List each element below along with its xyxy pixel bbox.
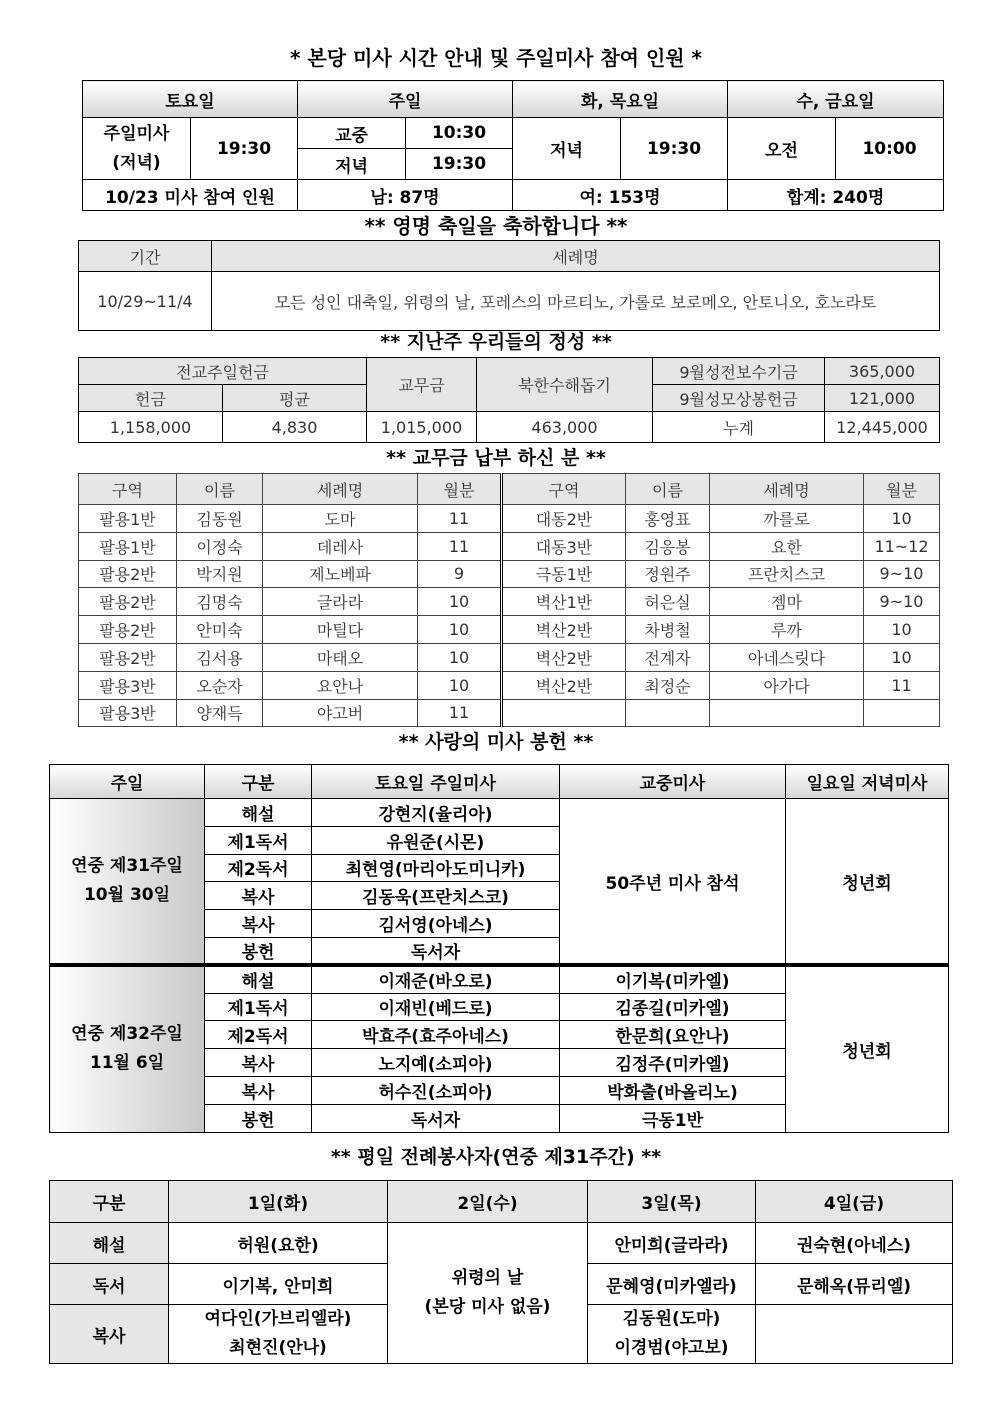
sep-fund-label: 9월성전보수기금	[653, 358, 825, 385]
server-cell: 독서자	[312, 1104, 560, 1132]
cell: 박지원	[177, 560, 263, 588]
cell: 김응봉	[626, 532, 710, 560]
sun-morning-label: 교중	[298, 118, 406, 149]
server-cell: 박효주(효주아네스)	[312, 1021, 560, 1049]
server-cell: 김종길(미카엘)	[560, 993, 786, 1021]
cell: 홍영표	[626, 505, 710, 533]
cell: 전계자	[626, 643, 710, 671]
cell: 극동1반	[502, 560, 626, 588]
role-cell: 봉헌	[205, 1104, 312, 1132]
thu-server: 김동원(도마) 이경범(야고보)	[588, 1305, 756, 1364]
role-reading: 독서	[50, 1264, 169, 1305]
server-cell: 이재준(바오로)	[312, 965, 560, 993]
table-row	[79, 643, 940, 671]
cell: 도마	[263, 505, 418, 533]
fri-server	[756, 1305, 953, 1364]
table-row	[79, 671, 940, 699]
week1-sunday-evening: 청년회	[786, 799, 949, 966]
weekday-servers-table	[49, 1180, 953, 1364]
cell: 제노베파	[263, 560, 418, 588]
server-cell: 김정주(미카엘)	[560, 1049, 786, 1077]
week2-label: 연중 제32주일 11월 6일	[50, 965, 205, 1132]
baptismal-name-header: 세례명	[212, 241, 940, 272]
sep-mary-value: 121,000	[825, 385, 940, 412]
day-wed-fri: 수, 금요일	[728, 81, 944, 118]
tue-thu-time: 19:30	[621, 118, 728, 180]
cell: 차병철	[626, 616, 710, 644]
role-cell: 제2독서	[205, 1021, 312, 1049]
table-row	[79, 699, 940, 727]
cell	[864, 699, 940, 727]
cell: 김명숙	[177, 588, 263, 616]
sat-mass-time: 19:30	[191, 118, 298, 180]
server-cell: 노지예(소피아)	[312, 1049, 560, 1077]
mass-service-table	[49, 764, 949, 1133]
feast-day-table	[78, 240, 940, 331]
cell: 김동원	[177, 505, 263, 533]
cell: 팔용3반	[79, 671, 177, 699]
server-cell: 허수진(소피아)	[312, 1076, 560, 1104]
table-row	[79, 560, 940, 588]
server-cell: 한문희(요안나)	[560, 1021, 786, 1049]
table-row	[79, 588, 940, 616]
cell: 10	[418, 616, 502, 644]
cell: 벽산2반	[502, 616, 626, 644]
tue-thu-label: 저녁	[513, 118, 621, 180]
cell: 11~12	[864, 532, 940, 560]
cell: 팔용2반	[79, 643, 177, 671]
parish-due-header: 교무금	[367, 358, 477, 412]
dues-paid-title: ** 교무금 납부 하신 분 **	[386, 447, 606, 469]
cell: 9~10	[864, 588, 940, 616]
cumulative-value: 12,445,000	[825, 412, 940, 443]
cell: 10	[418, 643, 502, 671]
cell: 10	[864, 643, 940, 671]
server-cell: 김동욱(프란치스코)	[312, 882, 560, 910]
col-main-mass: 교중미사	[560, 765, 786, 799]
feast-day-title: ** 영명 축일을 축하합니다 **	[364, 214, 628, 238]
cell: 10	[864, 505, 940, 533]
role-cell: 해설	[205, 965, 312, 993]
attendance-male: 남: 87명	[298, 180, 513, 211]
col-sunday: 주일	[50, 765, 205, 799]
tue-commentary: 허원(요한)	[169, 1223, 388, 1264]
nk-aid-value: 463,000	[477, 412, 653, 443]
weekday-servers-title: ** 평일 전례봉사자(연중 제31주간) **	[330, 1146, 662, 1168]
col-month: 월분	[418, 474, 502, 505]
server-cell: 이기복(미카엘)	[560, 965, 786, 993]
cumulative-label: 누계	[653, 412, 825, 443]
cell: 팔용2반	[79, 560, 177, 588]
cell: 글라라	[263, 588, 418, 616]
cell: 벽산2반	[502, 643, 626, 671]
role-cell: 봉헌	[205, 937, 312, 965]
cell	[502, 699, 626, 727]
sat-mass-label: 주일미사 (저녁)	[83, 118, 191, 180]
wed-fri-label: 오전	[728, 118, 836, 180]
server-cell: 박화출(바올리노)	[560, 1076, 786, 1104]
cell: 10	[418, 588, 502, 616]
col-fri: 4일(금)	[756, 1181, 953, 1223]
mass-schedule-title: * 본당 미사 시간 안내 및 주일미사 참여 인원 *	[289, 46, 703, 70]
col-tue: 1일(화)	[169, 1181, 388, 1223]
cell: 양재득	[177, 699, 263, 727]
col-sunday-evening: 일요일 저녁미사	[786, 765, 949, 799]
wed-fri-time: 10:00	[836, 118, 944, 180]
col-district: 구역	[79, 474, 177, 505]
role-cell: 해설	[205, 799, 312, 827]
sun-evening-label: 저녁	[298, 149, 406, 180]
cell: 팔용2반	[79, 588, 177, 616]
server-cell: 이재빈(베드로)	[312, 993, 560, 1021]
cell: 벽산2반	[502, 671, 626, 699]
cell: 마태오	[263, 643, 418, 671]
day-tue-thu: 화, 목요일	[513, 81, 728, 118]
sun-morning-time: 10:30	[406, 118, 513, 149]
sep-mary-label: 9월성모상봉헌금	[653, 385, 825, 412]
cell: 10	[418, 671, 502, 699]
server-cell: 독서자	[312, 937, 560, 965]
cell: 오순자	[177, 671, 263, 699]
cell: 11	[864, 671, 940, 699]
cell: 아가다	[710, 671, 864, 699]
cell: 정원주	[626, 560, 710, 588]
col-district: 구역	[502, 474, 626, 505]
cell: 아네스릿다	[710, 643, 864, 671]
col-baptismal-name: 세례명	[263, 474, 418, 505]
role-cell: 복사	[205, 910, 312, 938]
cell: 데레사	[263, 532, 418, 560]
week1-label: 연중 제31주일 10월 30일	[50, 799, 205, 966]
cell: 젬마	[710, 588, 864, 616]
cell: 팔용1반	[79, 532, 177, 560]
cell: 프란치스코	[710, 560, 864, 588]
role-cell: 복사	[205, 1076, 312, 1104]
cell: 팔용2반	[79, 616, 177, 644]
sep-fund-value: 365,000	[825, 358, 940, 385]
average-value: 4,830	[223, 412, 367, 443]
server-cell: 유원준(시몬)	[312, 826, 560, 854]
offering-header: 헌금	[79, 385, 223, 412]
average-header: 평균	[223, 385, 367, 412]
cell: 최정순	[626, 671, 710, 699]
col-wed: 2일(수)	[388, 1181, 588, 1223]
server-cell: 강현지(율리아)	[312, 799, 560, 827]
role-cell: 제1독서	[205, 993, 312, 1021]
cell: 대동3반	[502, 532, 626, 560]
thu-reading: 문혜영(미카엘라)	[588, 1264, 756, 1305]
role-cell: 복사	[205, 882, 312, 910]
nk-aid-header: 북한수해돕기	[477, 358, 653, 412]
feast-names: 모든 성인 대축일, 위령의 날, 포레스의 마르티노, 가롤로 보로메오, 안토니오, 호노라토	[212, 272, 940, 331]
day-sunday: 주일	[298, 81, 513, 118]
sunday-offering-header: 전교주일헌금	[79, 358, 367, 385]
server-cell: 최현영(마리아도미니카)	[312, 854, 560, 882]
parish-due-value: 1,015,000	[367, 412, 477, 443]
cell: 11	[418, 505, 502, 533]
offering-table	[78, 357, 940, 443]
table-row	[79, 532, 940, 560]
cell: 팔용1반	[79, 505, 177, 533]
dues-header-row	[79, 474, 940, 505]
tue-server: 여다인(가브리엘라) 최현진(안나)	[169, 1305, 388, 1364]
sun-evening-time: 19:30	[406, 149, 513, 180]
cell: 야고버	[263, 699, 418, 727]
attendance-label: 10/23 미사 참여 인원	[83, 180, 298, 211]
offering-value: 1,158,000	[79, 412, 223, 443]
col-name: 이름	[177, 474, 263, 505]
server-cell: 김서영(아네스)	[312, 910, 560, 938]
role-server: 복사	[50, 1305, 169, 1364]
table-row	[79, 505, 940, 533]
cell: 11	[418, 699, 502, 727]
cell: 10	[864, 616, 940, 644]
role-cell: 제1독서	[205, 826, 312, 854]
cell: 9~10	[864, 560, 940, 588]
cell: 요안나	[263, 671, 418, 699]
role-cell: 복사	[205, 1049, 312, 1077]
cell: 김서용	[177, 643, 263, 671]
col-role: 구분	[50, 1181, 169, 1223]
col-role: 구분	[205, 765, 312, 799]
attendance-total: 합계: 240명	[728, 180, 944, 211]
cell: 9	[418, 560, 502, 588]
cell: 벽산1반	[502, 588, 626, 616]
mass-schedule-table	[82, 80, 944, 211]
fri-commentary: 권숙현(아네스)	[756, 1223, 953, 1264]
col-thu: 3일(목)	[588, 1181, 756, 1223]
fri-reading: 문해옥(뮤리엘)	[756, 1264, 953, 1305]
cell: 마틸다	[263, 616, 418, 644]
feast-period: 10/29~11/4	[79, 272, 212, 331]
role-cell: 제2독서	[205, 854, 312, 882]
col-name: 이름	[626, 474, 710, 505]
cell	[626, 699, 710, 727]
dues-paid-table	[78, 473, 940, 727]
wed-note: 위령의 날 (본당 미사 없음)	[388, 1223, 588, 1364]
cell: 11	[418, 532, 502, 560]
cell: 허은실	[626, 588, 710, 616]
cell: 이정숙	[177, 532, 263, 560]
period-header: 기간	[79, 241, 212, 272]
week2-sunday-evening: 청년회	[786, 965, 949, 1132]
col-month: 월분	[864, 474, 940, 505]
col-baptismal-name: 세례명	[710, 474, 864, 505]
table-row	[79, 616, 940, 644]
col-saturday-mass: 토요일 주일미사	[312, 765, 560, 799]
cell: 까를로	[710, 505, 864, 533]
offering-title: ** 지난주 우리들의 정성 **	[380, 331, 612, 353]
cell: 대동2반	[502, 505, 626, 533]
cell: 팔용3반	[79, 699, 177, 727]
mass-offering-title: ** 사랑의 미사 봉헌 **	[398, 731, 594, 753]
tue-reading: 이기복, 안미희	[169, 1264, 388, 1305]
cell: 안미숙	[177, 616, 263, 644]
cell: 요한	[710, 532, 864, 560]
week1-main-mass: 50주년 미사 참석	[560, 799, 786, 966]
attendance-female: 여: 153명	[513, 180, 728, 211]
day-saturday: 토요일	[83, 81, 298, 118]
server-cell: 극동1반	[560, 1104, 786, 1132]
thu-commentary: 안미희(글라라)	[588, 1223, 756, 1264]
role-commentary: 해설	[50, 1223, 169, 1264]
cell	[710, 699, 864, 727]
cell: 루까	[710, 616, 864, 644]
